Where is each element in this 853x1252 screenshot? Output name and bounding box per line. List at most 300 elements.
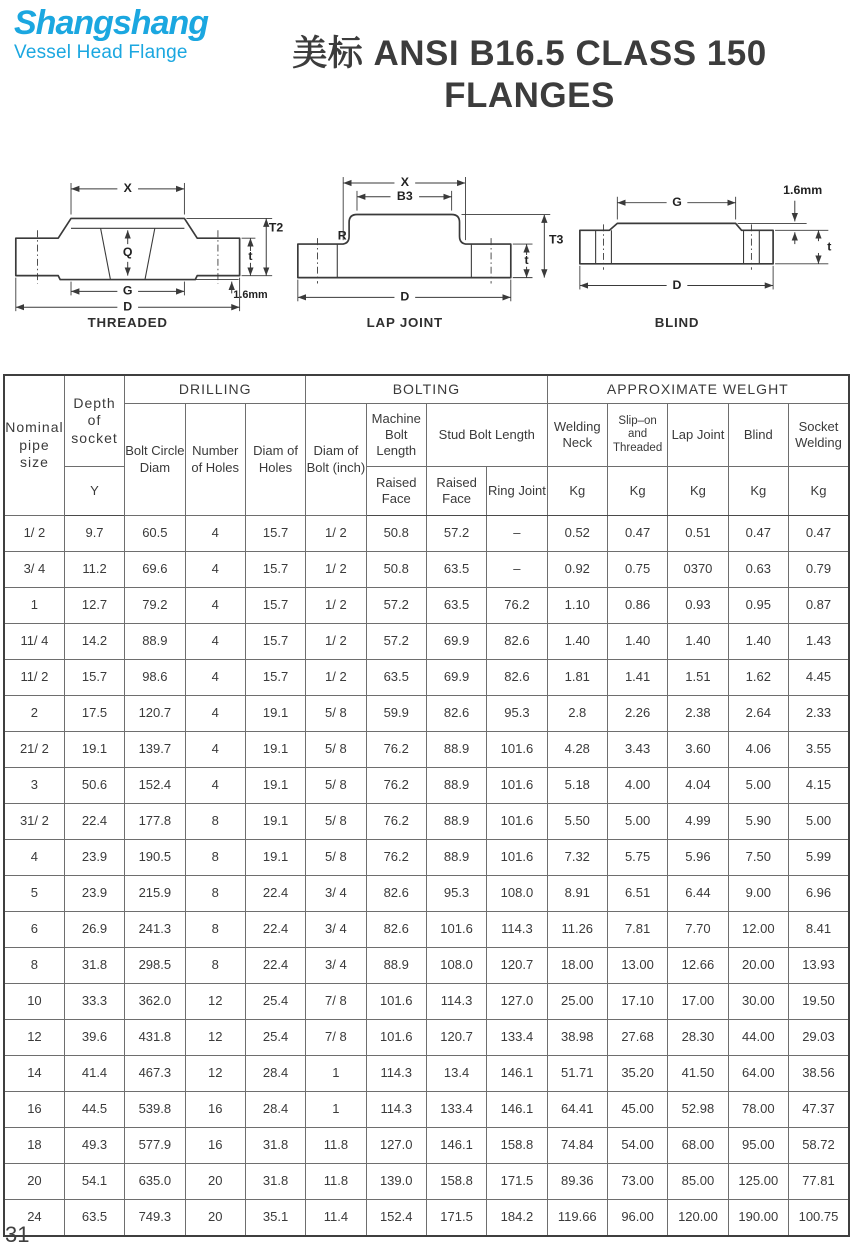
table-cell: 2 — [4, 696, 64, 732]
table-cell: 101.6 — [366, 984, 426, 1020]
table-cell: 20 — [185, 1200, 245, 1237]
table-row — [4, 660, 849, 696]
table-cell: 17.00 — [668, 984, 728, 1020]
table-cell: 11.26 — [547, 912, 607, 948]
table-row — [4, 624, 849, 660]
table-cell: 39.6 — [64, 1020, 124, 1056]
flange-spec-table — [3, 374, 850, 1237]
table-cell: 31.8 — [245, 1128, 305, 1164]
table-cell: 1/ 2 — [306, 624, 366, 660]
dim-label-d: D — [672, 277, 682, 292]
table-cell: 158.8 — [487, 1128, 547, 1164]
table-cell: 7.50 — [728, 840, 788, 876]
col-header-diam-holes: Diam of Holes — [245, 404, 305, 516]
lap-joint-outline — [298, 215, 511, 284]
table-cell: 57.2 — [426, 516, 486, 552]
table-cell: 8 — [185, 840, 245, 876]
table-cell: 31/ 2 — [4, 804, 64, 840]
logo-tagline: Vessel Head Flange — [14, 42, 188, 63]
table-cell: 35.1 — [245, 1200, 305, 1237]
table-cell: 0370 — [668, 552, 728, 588]
table-cell: 63.5 — [426, 552, 486, 588]
table-cell: 17.10 — [607, 984, 667, 1020]
table-cell: 9.7 — [64, 516, 124, 552]
table-cell: 5 — [4, 876, 64, 912]
table-cell: 1.40 — [668, 624, 728, 660]
col-header-diam-bolt: Diam of Bolt (inch) — [306, 404, 366, 516]
table-cell: 18.00 — [547, 948, 607, 984]
table-cell: 133.4 — [426, 1092, 486, 1128]
table-cell: 20.00 — [728, 948, 788, 984]
table-cell: 15.7 — [245, 588, 305, 624]
table-row — [4, 732, 849, 768]
table-cell: 146.1 — [426, 1128, 486, 1164]
table-cell: 13.93 — [788, 948, 849, 984]
table-cell: 1.40 — [607, 624, 667, 660]
table-cell: 177.8 — [125, 804, 185, 840]
table-cell: 1 — [4, 588, 64, 624]
dim-label-rf: 1.6mm — [783, 183, 823, 198]
table-cell: 58.72 — [788, 1128, 849, 1164]
table-cell: 24 — [4, 1200, 64, 1237]
table-row — [4, 1200, 849, 1237]
dim-label-t: t — [248, 249, 253, 264]
table-cell: 467.3 — [125, 1056, 185, 1092]
table-cell: 50.8 — [366, 516, 426, 552]
table-cell: 215.9 — [125, 876, 185, 912]
table-cell: 51.71 — [547, 1056, 607, 1092]
table-cell: 127.0 — [487, 984, 547, 1020]
table-cell: 26.9 — [64, 912, 124, 948]
table-cell: 82.6 — [366, 876, 426, 912]
table-cell: 16 — [4, 1092, 64, 1128]
table-cell: 119.66 — [547, 1200, 607, 1237]
sub-header-machine-rf: Raised Face — [366, 467, 426, 516]
table-cell: 12.7 — [64, 588, 124, 624]
table-cell: 114.3 — [426, 984, 486, 1020]
table-cell: 3 — [4, 768, 64, 804]
table-cell: 6.51 — [607, 876, 667, 912]
table-cell: 88.9 — [426, 732, 486, 768]
table-cell: 431.8 — [125, 1020, 185, 1056]
table-cell: 19.1 — [245, 804, 305, 840]
table-cell: 28.4 — [245, 1056, 305, 1092]
table-cell: 78.00 — [728, 1092, 788, 1128]
table-cell: 23.9 — [64, 876, 124, 912]
sub-header-kg-5: Kg — [788, 467, 849, 516]
table-cell: 5.00 — [607, 804, 667, 840]
table-cell: 73.00 — [607, 1164, 667, 1200]
dim-label-b3: B3 — [396, 189, 413, 204]
table-cell: 101.6 — [366, 1020, 426, 1056]
table-cell: 108.0 — [487, 876, 547, 912]
table-cell: 4 — [185, 624, 245, 660]
table-cell: 3.60 — [668, 732, 728, 768]
table-cell: 1.40 — [547, 624, 607, 660]
table-cell: 120.7 — [426, 1020, 486, 1056]
table-cell: 4 — [185, 696, 245, 732]
table-cell: 12.66 — [668, 948, 728, 984]
table-cell: 3/ 4 — [306, 912, 366, 948]
table-cell: 82.6 — [426, 696, 486, 732]
group-header-drilling: DRILLING — [125, 375, 306, 404]
table-cell: 171.5 — [487, 1164, 547, 1200]
table-cell: 100.75 — [788, 1200, 849, 1237]
col-header-lap-joint: Lap Joint — [668, 404, 728, 467]
table-cell: 184.2 — [487, 1200, 547, 1237]
table-cell: 1/ 2 — [4, 516, 64, 552]
table-cell: 6.44 — [668, 876, 728, 912]
sub-header-kg-1: Kg — [547, 467, 607, 516]
dim-label-x: X — [400, 175, 409, 190]
dim-label-t: t — [827, 239, 832, 254]
table-header — [4, 375, 849, 516]
table-cell: 8 — [4, 948, 64, 984]
table-cell: 88.9 — [426, 840, 486, 876]
table-cell: 0.95 — [728, 588, 788, 624]
table-cell: 7.81 — [607, 912, 667, 948]
table-cell: 21/ 2 — [4, 732, 64, 768]
table-cell: 5/ 8 — [306, 804, 366, 840]
table-cell: 15.7 — [64, 660, 124, 696]
table-cell: 69.9 — [426, 660, 486, 696]
col-header-machine-bolt: Machine Bolt Length — [366, 404, 426, 467]
table-cell: 0.47 — [788, 516, 849, 552]
table-cell: 4 — [185, 588, 245, 624]
table-cell: 8 — [185, 876, 245, 912]
table-cell: 12 — [185, 984, 245, 1020]
sub-header-kg-3: Kg — [668, 467, 728, 516]
table-cell: 101.6 — [487, 768, 547, 804]
table-row — [4, 1164, 849, 1200]
table-cell: 0.86 — [607, 588, 667, 624]
col-header-num-holes: Number of Holes — [185, 404, 245, 516]
table-cell: 0.87 — [788, 588, 849, 624]
table-cell: 7/ 8 — [306, 1020, 366, 1056]
table-cell: 2.38 — [668, 696, 728, 732]
table-cell: 27.68 — [607, 1020, 667, 1056]
table-cell: 7.70 — [668, 912, 728, 948]
table-cell: 146.1 — [487, 1092, 547, 1128]
table-cell: 2.33 — [788, 696, 849, 732]
table-cell: 33.3 — [64, 984, 124, 1020]
page-header — [0, 0, 853, 115]
table-row — [4, 912, 849, 948]
table-cell: 114.3 — [366, 1092, 426, 1128]
table-cell: 31.8 — [64, 948, 124, 984]
table-cell: 25.4 — [245, 1020, 305, 1056]
table-cell: 3/ 4 — [306, 876, 366, 912]
table-cell: 0.47 — [728, 516, 788, 552]
table-cell: 0.92 — [547, 552, 607, 588]
table-cell: 68.00 — [668, 1128, 728, 1164]
group-header-bolting: BOLTING — [306, 375, 547, 404]
threaded-flange-drawing — [2, 168, 283, 334]
col-header-socket-welding: Socket Welding — [788, 404, 849, 467]
table-cell: 5.50 — [547, 804, 607, 840]
table-cell: 0.75 — [607, 552, 667, 588]
table-cell: 2.8 — [547, 696, 607, 732]
table-cell: 14.2 — [64, 624, 124, 660]
table-cell: 298.5 — [125, 948, 185, 984]
dim-label-d: D — [400, 289, 410, 304]
table-cell: 120.00 — [668, 1200, 728, 1237]
table-cell: 5.96 — [668, 840, 728, 876]
table-cell: 64.41 — [547, 1092, 607, 1128]
table-cell: 35.20 — [607, 1056, 667, 1092]
blind-flange-drawing — [570, 168, 851, 334]
table-cell: 5/ 8 — [306, 732, 366, 768]
table-cell: 2.26 — [607, 696, 667, 732]
dim-label-t3: T3 — [548, 232, 564, 247]
table-cell: 8 — [185, 948, 245, 984]
table-cell: 95.00 — [728, 1128, 788, 1164]
dim-label-x: X — [123, 181, 132, 196]
col-header-bolt-circle: Bolt Circle Diam — [125, 404, 185, 516]
table-cell: 50.6 — [64, 768, 124, 804]
table-cell: 19.1 — [245, 840, 305, 876]
dim-label-q: Q — [122, 245, 133, 260]
table-cell: 635.0 — [125, 1164, 185, 1200]
table-cell: 1.40 — [728, 624, 788, 660]
threaded-dimensions — [16, 181, 283, 313]
table-cell: 95.3 — [487, 696, 547, 732]
table-cell: 101.6 — [487, 732, 547, 768]
table-cell: 12 — [4, 1020, 64, 1056]
table-cell: 114.3 — [366, 1056, 426, 1092]
table-cell: 4 — [4, 840, 64, 876]
table-cell: 4.00 — [607, 768, 667, 804]
table-cell: 88.9 — [426, 768, 486, 804]
table-cell: 85.00 — [668, 1164, 728, 1200]
table-cell: 18 — [4, 1128, 64, 1164]
table-cell: 30.00 — [728, 984, 788, 1020]
table-row — [4, 696, 849, 732]
table-cell: 152.4 — [366, 1200, 426, 1237]
table-cell: 57.2 — [366, 588, 426, 624]
table-row — [4, 588, 849, 624]
table-cell: 3/ 4 — [306, 948, 366, 984]
table-cell: 1.41 — [607, 660, 667, 696]
col-header-blind: Blind — [728, 404, 788, 467]
table-cell: 1 — [306, 1092, 366, 1128]
table-cell: 1.62 — [728, 660, 788, 696]
spec-table-wrapper — [3, 374, 850, 1237]
table-cell: 5.00 — [728, 768, 788, 804]
table-cell: 4.06 — [728, 732, 788, 768]
table-cell: 95.3 — [426, 876, 486, 912]
table-cell: 5.90 — [728, 804, 788, 840]
table-cell: 139.0 — [366, 1164, 426, 1200]
table-cell: 1.10 — [547, 588, 607, 624]
table-cell: 15.7 — [245, 624, 305, 660]
table-cell: 7.32 — [547, 840, 607, 876]
table-cell: 20 — [185, 1164, 245, 1200]
table-cell: 25.00 — [547, 984, 607, 1020]
col-header-welding-neck: Welding Neck — [547, 404, 607, 467]
table-cell: 5.99 — [788, 840, 849, 876]
table-cell: 50.8 — [366, 552, 426, 588]
table-cell: 3.55 — [788, 732, 849, 768]
table-cell: 539.8 — [125, 1092, 185, 1128]
table-cell: 8.41 — [788, 912, 849, 948]
table-cell: – — [487, 552, 547, 588]
table-cell: 1/ 2 — [306, 516, 366, 552]
table-cell: 4.99 — [668, 804, 728, 840]
table-cell: 38.98 — [547, 1020, 607, 1056]
table-cell: 54.1 — [64, 1164, 124, 1200]
table-cell: 108.0 — [426, 948, 486, 984]
table-cell: 88.9 — [426, 804, 486, 840]
logo-wordmark: Shangshang — [14, 4, 209, 42]
table-cell: 64.00 — [728, 1056, 788, 1092]
table-row — [4, 1056, 849, 1092]
table-cell: 5/ 8 — [306, 768, 366, 804]
table-cell: 47.37 — [788, 1092, 849, 1128]
table-cell: 76.2 — [366, 768, 426, 804]
table-cell: 19.50 — [788, 984, 849, 1020]
table-row — [4, 1020, 849, 1056]
table-cell: 22.4 — [64, 804, 124, 840]
table-cell: 76.2 — [366, 732, 426, 768]
table-cell: 59.9 — [366, 696, 426, 732]
table-cell: 19.1 — [245, 768, 305, 804]
table-cell: 1/ 2 — [306, 588, 366, 624]
table-cell: 15.7 — [245, 516, 305, 552]
table-cell: 98.6 — [125, 660, 185, 696]
table-cell: 11.8 — [306, 1164, 366, 1200]
table-cell: 15.7 — [245, 552, 305, 588]
table-cell: 41.4 — [64, 1056, 124, 1092]
table-row — [4, 1092, 849, 1128]
dim-label-t: t — [524, 253, 529, 268]
table-cell: 69.6 — [125, 552, 185, 588]
table-cell: 22.4 — [245, 912, 305, 948]
table-cell: 11.8 — [306, 1128, 366, 1164]
table-cell: 25.4 — [245, 984, 305, 1020]
table-cell: 158.8 — [426, 1164, 486, 1200]
table-cell: 19.1 — [64, 732, 124, 768]
lap-joint-flange-drawing — [286, 168, 567, 334]
table-cell: 44.5 — [64, 1092, 124, 1128]
table-cell: 5.00 — [788, 804, 849, 840]
table-cell: 152.4 — [125, 768, 185, 804]
table-cell: 0.63 — [728, 552, 788, 588]
table-cell: 0.52 — [547, 516, 607, 552]
drawing-caption-blind: BLIND — [654, 314, 700, 330]
table-cell: 190.00 — [728, 1200, 788, 1237]
drawing-caption-lap-joint: LAP JOINT — [366, 314, 443, 330]
table-cell: 20 — [4, 1164, 64, 1200]
table-cell: 127.0 — [366, 1128, 426, 1164]
table-cell: 76.2 — [487, 588, 547, 624]
table-cell: 89.36 — [547, 1164, 607, 1200]
table-cell: 1 — [306, 1056, 366, 1092]
sub-header-kg-2: Kg — [607, 467, 667, 516]
table-row — [4, 984, 849, 1020]
table-cell: 0.93 — [668, 588, 728, 624]
page-title: 美标 ANSI B16.5 CLASS 150 FLANGES — [292, 34, 767, 115]
table-cell: 16 — [185, 1092, 245, 1128]
table-cell: 0.47 — [607, 516, 667, 552]
col-header-depth: Depth of socket — [64, 375, 124, 467]
table-cell: 52.98 — [668, 1092, 728, 1128]
table-row — [4, 516, 849, 552]
table-cell: 114.3 — [487, 912, 547, 948]
table-cell: 31.8 — [245, 1164, 305, 1200]
table-row — [4, 1128, 849, 1164]
table-cell: 82.6 — [487, 660, 547, 696]
table-cell: 6.96 — [788, 876, 849, 912]
table-cell: 4 — [185, 732, 245, 768]
table-cell: 10 — [4, 984, 64, 1020]
table-cell: 749.3 — [125, 1200, 185, 1237]
table-cell: 1.81 — [547, 660, 607, 696]
table-cell: 125.00 — [728, 1164, 788, 1200]
dim-label-g: G — [672, 194, 682, 209]
table-cell: 4 — [185, 516, 245, 552]
table-cell: 60.5 — [125, 516, 185, 552]
table-cell: 11/ 2 — [4, 660, 64, 696]
table-row — [4, 552, 849, 588]
table-cell: 3.43 — [607, 732, 667, 768]
table-cell: 101.6 — [426, 912, 486, 948]
table-cell: 54.00 — [607, 1128, 667, 1164]
table-cell: 101.6 — [487, 840, 547, 876]
table-cell: 190.5 — [125, 840, 185, 876]
table-cell: 577.9 — [125, 1128, 185, 1164]
table-cell: 79.2 — [125, 588, 185, 624]
table-cell: 133.4 — [487, 1020, 547, 1056]
table-cell: 2.64 — [728, 696, 788, 732]
table-cell: 45.00 — [607, 1092, 667, 1128]
table-cell: 4 — [185, 552, 245, 588]
table-cell: – — [487, 516, 547, 552]
table-cell: 57.2 — [366, 624, 426, 660]
blind-dimensions — [580, 183, 832, 292]
table-row — [4, 948, 849, 984]
table-cell: 4 — [185, 768, 245, 804]
table-cell: 44.00 — [728, 1020, 788, 1056]
table-cell: 82.6 — [366, 912, 426, 948]
table-cell: 7/ 8 — [306, 984, 366, 1020]
table-cell: 171.5 — [426, 1200, 486, 1237]
table-cell: 362.0 — [125, 984, 185, 1020]
table-cell: 69.9 — [426, 624, 486, 660]
table-cell: 88.9 — [125, 624, 185, 660]
table-cell: 4.45 — [788, 660, 849, 696]
table-cell: 88.9 — [366, 948, 426, 984]
table-cell: 146.1 — [487, 1056, 547, 1092]
table-cell: 1.43 — [788, 624, 849, 660]
table-cell: 12 — [185, 1020, 245, 1056]
dim-label-d: D — [123, 299, 133, 314]
table-cell: 11.2 — [64, 552, 124, 588]
table-cell: 28.30 — [668, 1020, 728, 1056]
sub-header-stud-rf: Raised Face — [426, 467, 486, 516]
table-cell: 241.3 — [125, 912, 185, 948]
col-header-stud-bolt: Stud Bolt Length — [426, 404, 547, 467]
table-cell: 76.2 — [366, 840, 426, 876]
sub-header-y: Y — [64, 467, 124, 516]
table-cell: 22.4 — [245, 876, 305, 912]
table-row — [4, 840, 849, 876]
table-cell: 120.7 — [125, 696, 185, 732]
table-cell: 0.79 — [788, 552, 849, 588]
table-cell: 12 — [185, 1056, 245, 1092]
dim-label-t2: T2 — [268, 220, 283, 235]
table-cell: 5.75 — [607, 840, 667, 876]
